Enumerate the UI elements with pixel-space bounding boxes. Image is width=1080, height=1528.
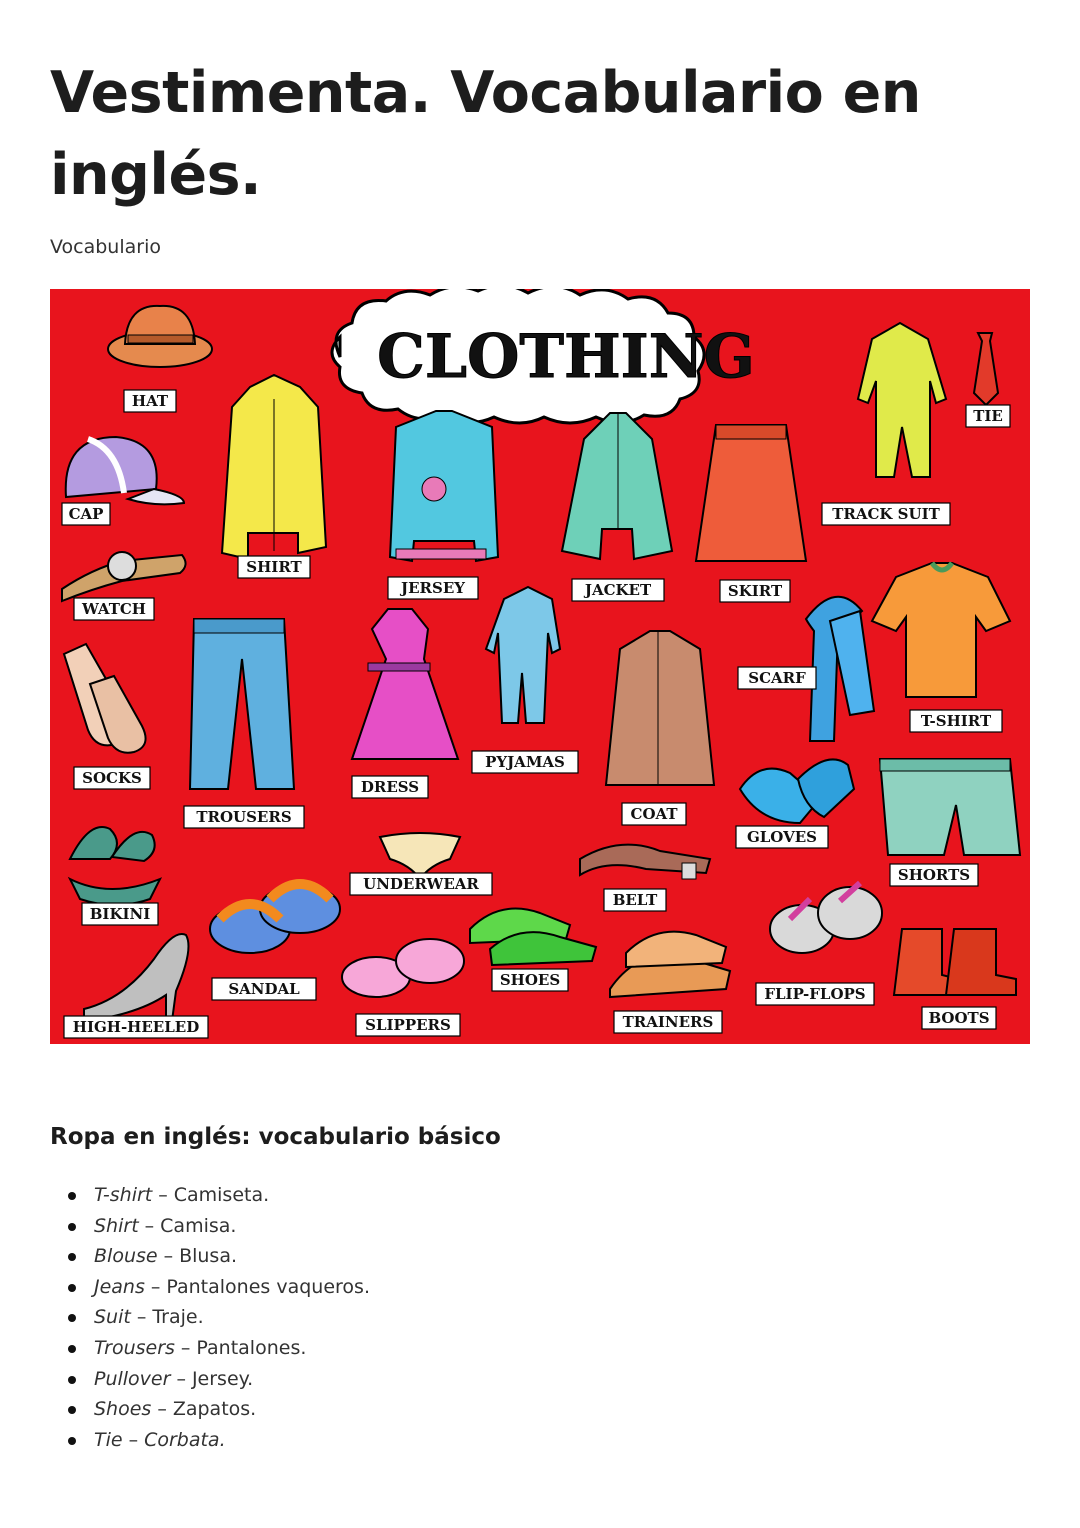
belt-illustration: [580, 845, 710, 879]
flip-flops-illustration: [770, 883, 882, 953]
label-trainers: [614, 1011, 722, 1033]
label-coat-text: COAT: [630, 805, 678, 823]
hat-illustration: [108, 306, 212, 367]
label-gloves: [736, 826, 828, 848]
label-bikini: [82, 903, 158, 925]
term: Shoes: [94, 1398, 152, 1421]
bullet-icon: [68, 1223, 76, 1231]
label-dress: [352, 776, 428, 798]
label-track-suit: [822, 503, 950, 525]
label-trousers: [184, 806, 304, 828]
label-socks-text: SOCKS: [82, 769, 142, 787]
label-flip-flops: [756, 983, 874, 1005]
translation: Corbata.: [144, 1428, 226, 1451]
track-suit-illustration: [858, 323, 946, 477]
shorts-illustration: [880, 759, 1020, 855]
pyjamas-illustration: [486, 587, 560, 723]
translation: Pantalones.: [196, 1336, 307, 1359]
term: T-shirt: [94, 1184, 153, 1206]
poster-heading: [332, 289, 755, 423]
label-shoes: [492, 969, 568, 991]
dress-illustration: [352, 609, 458, 759]
label-underwear: [350, 873, 492, 895]
separator: –: [128, 1428, 139, 1451]
gloves-illustration: [740, 759, 854, 823]
translation: Camisa.: [160, 1214, 237, 1237]
skirt-illustration: [696, 425, 806, 561]
label-belt-text: BELT: [612, 891, 658, 909]
bullet-icon: [68, 1192, 76, 1200]
page-title: Vestimenta. Vocabulario en inglés.: [50, 60, 921, 208]
label-boots-text: BOOTS: [928, 1009, 990, 1027]
label-scarf-text: SCARF: [748, 669, 806, 687]
socks-illustration: [64, 644, 146, 753]
label-high-heeled: [64, 1016, 208, 1038]
translation: Traje.: [152, 1306, 204, 1329]
cap-illustration: [66, 437, 184, 504]
list-item: [50, 1394, 370, 1425]
list-item: [50, 1425, 370, 1456]
label-skirt: [720, 580, 790, 602]
separator: –: [176, 1367, 186, 1390]
label-shirt-text: SHIRT: [246, 558, 302, 576]
term: Shirt: [94, 1214, 139, 1237]
list-item: [50, 1180, 370, 1211]
label-trousers-text: TROUSERS: [196, 808, 292, 826]
label-cap: [62, 503, 110, 525]
label-flip-flops-text: FLIP-FLOPS: [764, 985, 866, 1003]
term: Trousers: [94, 1336, 175, 1359]
t-shirt-illustration: [872, 563, 1010, 697]
slippers-illustration: [342, 939, 464, 997]
bullet-icon: [68, 1437, 76, 1445]
trousers-illustration: [190, 619, 294, 789]
watch-illustration: [62, 552, 186, 601]
label-jacket-text: JACKET: [584, 581, 652, 599]
label-bikini-text: BIKINI: [89, 905, 151, 923]
label-shorts: [890, 864, 978, 886]
translation: Blusa.: [179, 1245, 238, 1268]
separator: –: [157, 1398, 167, 1421]
term: Tie: [94, 1428, 123, 1451]
bikini-illustration: [70, 827, 160, 905]
label-sandal: [212, 978, 316, 1000]
category-label[interactable]: Vocabulario: [50, 236, 161, 258]
label-shirt: [238, 556, 310, 578]
label-slippers-text: SLIPPERS: [365, 1016, 451, 1034]
label-jacket: [572, 579, 664, 601]
label-watch: [74, 598, 154, 620]
label-pyjamas-text: PYJAMAS: [485, 753, 565, 771]
high-heeled-illustration: [84, 934, 188, 1021]
bullet-icon: [68, 1376, 76, 1384]
separator: –: [144, 1214, 155, 1237]
label-slippers: [356, 1014, 460, 1036]
clothing-poster: [50, 289, 1030, 1044]
label-sandal-text: SANDAL: [228, 980, 300, 998]
label-gloves-text: GLOVES: [746, 828, 818, 846]
label-watch-text: WATCH: [82, 600, 146, 618]
separator: –: [136, 1306, 147, 1329]
section-title: Ropa en inglés: vocabulario básico: [50, 1124, 501, 1150]
sandal-illustration: [210, 884, 340, 953]
jersey-illustration: [390, 411, 498, 561]
term: Blouse: [94, 1245, 158, 1268]
coat-illustration: [606, 631, 714, 785]
translation: Pantalones vaqueros.: [166, 1275, 370, 1298]
label-hat-text: HAT: [131, 392, 169, 410]
underwear-illustration: [380, 833, 460, 879]
list-item: [50, 1211, 370, 1242]
bullet-icon: [68, 1345, 76, 1353]
list-item: [50, 1364, 370, 1395]
label-tie: [966, 405, 1010, 427]
label-boots: [922, 1007, 996, 1029]
boots-illustration: [894, 929, 1016, 995]
list-item: [50, 1272, 370, 1303]
vocab-list: [50, 1180, 370, 1455]
separator: –: [180, 1336, 191, 1359]
translation: Jersey.: [191, 1367, 254, 1390]
list-item: [50, 1333, 370, 1364]
trainers-illustration: [610, 932, 730, 997]
label-t-shirt: [910, 710, 1002, 732]
bullet-icon: [68, 1253, 76, 1261]
label-socks: [74, 767, 150, 789]
label-t-shirt-text: T-SHIRT: [920, 712, 992, 730]
label-track-suit-text: TRACK SUIT: [832, 505, 940, 523]
label-high-heeled-text: HIGH-HEELED: [72, 1018, 200, 1036]
bullet-icon: [68, 1284, 76, 1292]
label-tie-text: TIE: [973, 407, 1003, 425]
label-jersey-text: JERSEY: [401, 579, 465, 597]
label-skirt-text: SKIRT: [727, 582, 783, 600]
label-pyjamas: [472, 751, 578, 773]
jacket-illustration: [562, 413, 672, 559]
label-underwear-text: UNDERWEAR: [363, 875, 479, 893]
tie-illustration: [974, 333, 998, 405]
label-shoes-text: SHOES: [499, 971, 561, 989]
label-coat: [622, 803, 686, 825]
list-item: [50, 1302, 370, 1333]
term: Suit: [94, 1306, 131, 1329]
label-hat: [124, 390, 176, 412]
separator: –: [158, 1184, 168, 1206]
translation: Camiseta.: [173, 1184, 270, 1206]
bullet-icon: [68, 1314, 76, 1322]
poster-heading-text: CLOTHING: [377, 322, 755, 392]
bullet-icon: [68, 1406, 76, 1414]
label-jersey: [388, 577, 478, 599]
shirt-illustration: [222, 375, 326, 559]
list-item: [50, 1241, 370, 1272]
label-scarf: [738, 667, 816, 689]
shoes-illustration: [470, 909, 596, 965]
label-shorts-text: SHORTS: [897, 866, 971, 884]
label-cap-text: CAP: [68, 505, 104, 523]
label-dress-text: DRESS: [360, 778, 420, 796]
separator: –: [150, 1275, 161, 1298]
translation: Zapatos.: [172, 1398, 257, 1421]
label-trainers-text: TRAINERS: [622, 1013, 714, 1031]
term: Pullover: [94, 1367, 171, 1390]
term: Jeans: [94, 1275, 145, 1298]
label-belt: [604, 889, 666, 911]
separator: –: [163, 1245, 174, 1268]
